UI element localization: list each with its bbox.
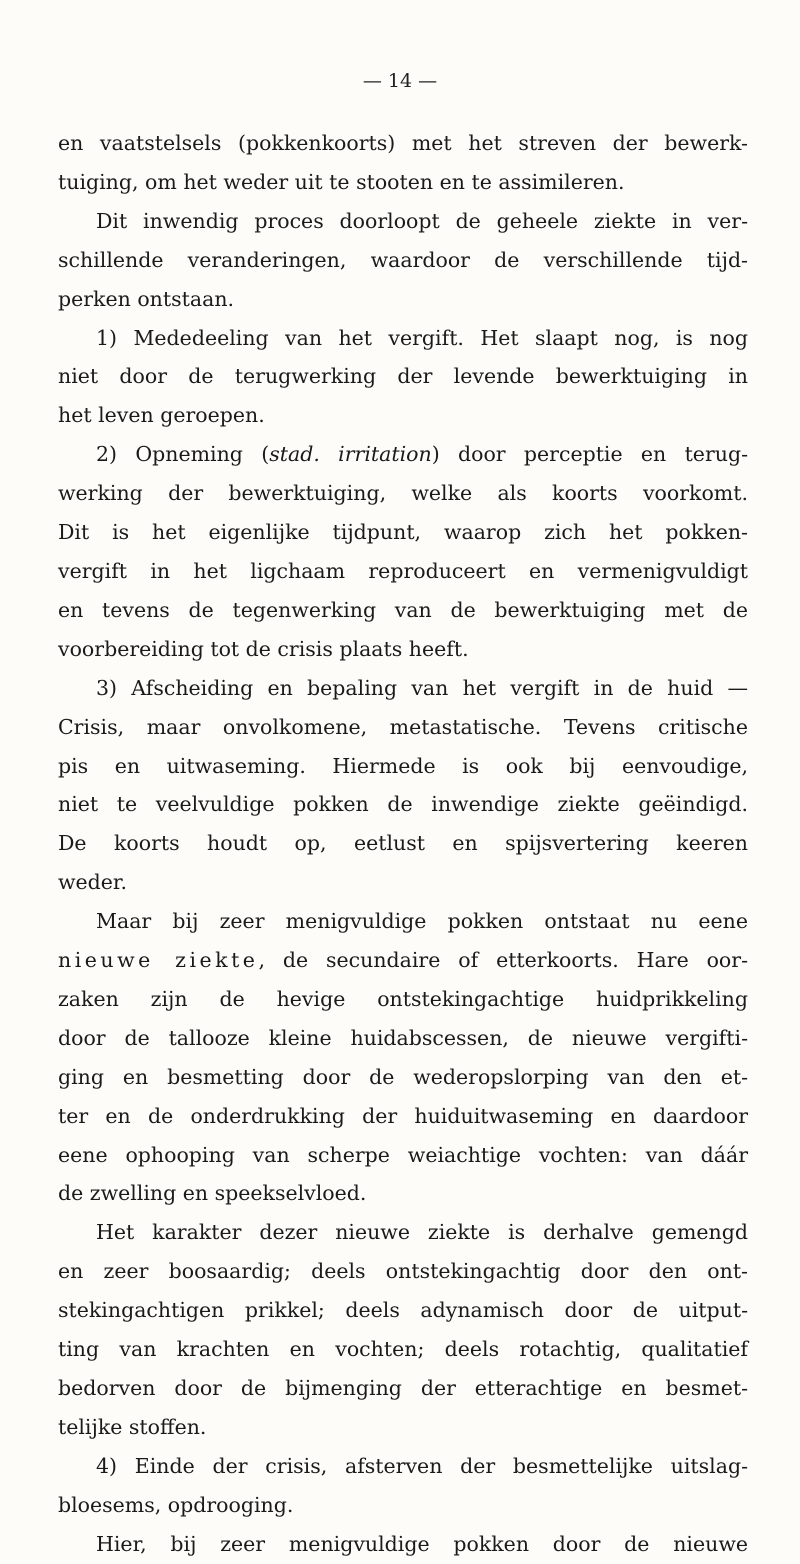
text-segment: ) door perceptie en terug- xyxy=(431,442,748,467)
text-segment: , de secundaire of etterkoorts. Hare oor- xyxy=(258,948,748,973)
text-line: perken ontstaan. xyxy=(58,286,235,311)
body-text xyxy=(58,124,748,1564)
spaced-text: nieuwe ziekte xyxy=(58,948,259,973)
text-line: Hier, bij zeer menigvuldige pokken door de nieuwe xyxy=(96,1531,748,1556)
text-line: telijke stoffen. xyxy=(58,1414,207,1439)
text-line: en vaatstelsels (pokkenkoorts) met het streven der bewerk- xyxy=(58,131,748,155)
text-line: ter en de onderdrukking der huiduitwaseming en daardoor xyxy=(58,1103,748,1128)
text-line: niet door de terugwerking der levende bewerktuiging in xyxy=(58,364,748,389)
text-line: Maar bij zeer menigvuldige pokken ontstaat nu eene xyxy=(96,909,748,934)
text-line: door de tallooze kleine huidabscessen, de nieuwe vergifti- xyxy=(58,1025,748,1050)
text-line: en tevens de tegenwerking van de bewerktuiging met de xyxy=(58,597,748,622)
text-segment: 2) Opneming ( xyxy=(96,442,270,467)
page-number-header: — 14 — xyxy=(362,70,438,92)
text-line: het leven geroepen. xyxy=(58,403,265,428)
italic-text: stad. irritation xyxy=(269,442,432,467)
text-line: 4) Einde der crisis, afsterven der besmettelijke uitslag- xyxy=(96,1453,748,1478)
text-line: voorbereiding tot de crisis plaats heeft. xyxy=(58,636,469,661)
text-line: ting van krachten en vochten; deels rotachtig, qualitatief xyxy=(58,1337,748,1362)
text-line xyxy=(58,435,748,474)
text-line: weder. xyxy=(58,870,127,895)
text-line: pis en uitwaseming. Hiermede is ook bij eenvoudige, xyxy=(58,753,748,778)
text-line: werking der bewerktuiging, welke als koorts voorkomt. xyxy=(58,481,748,506)
text-line: bloesems, opdrooging. xyxy=(58,1492,294,1517)
text-line: Het karakter dezer nieuwe ziekte is derhalve gemengd xyxy=(96,1220,748,1245)
text-line: niet te veelvuldige pokken de inwendige ziekte geëindigd. xyxy=(58,792,748,817)
text-line: Crisis, maar onvolkomene, metastatische. Tevens critische xyxy=(58,714,748,739)
text-line: zaken zijn de hevige ontstekingachtige huidprikkeling xyxy=(58,986,748,1011)
text-line: bedorven door de bijmenging der etterachtige en besmet- xyxy=(58,1376,748,1400)
text-line xyxy=(58,941,748,980)
text-line: stekingachtigen prikkel; deels adynamisch door de uitput- xyxy=(58,1298,748,1323)
text-line: De koorts houdt op, eetlust en spijsvertering keeren xyxy=(58,831,748,856)
text-line: de zwelling en speekselvloed. xyxy=(58,1181,367,1206)
text-line: 3) Afscheiding en bepaling van het vergift in de huid — xyxy=(96,675,748,700)
text-line: en zeer boosaardig; deels ontstekingachtig door den ont- xyxy=(58,1259,748,1284)
text-line: Dit is het eigenlijke tijdpunt, waarop zich het pokken- xyxy=(58,520,748,545)
text-line: schillende veranderingen, waardoor de verschillende tijd- xyxy=(58,247,748,272)
text-line: Dit inwendig proces doorloopt de geheele ziekte in ver- xyxy=(96,208,748,233)
text-line: eene ophooping van scherpe weiachtige vochten: van dáár xyxy=(58,1142,748,1167)
text-line: vergift in het ligchaam reproduceert en vermenigvuldigt xyxy=(58,558,748,583)
text-line: tuiging, om het weder uit te stooten en te assimileren. xyxy=(58,169,625,194)
text-line: ging en besmetting door de wederopslorping van den et- xyxy=(58,1064,748,1089)
text-line: 1) Mededeeling van het vergift. Het slaapt nog, is nog xyxy=(96,325,748,350)
